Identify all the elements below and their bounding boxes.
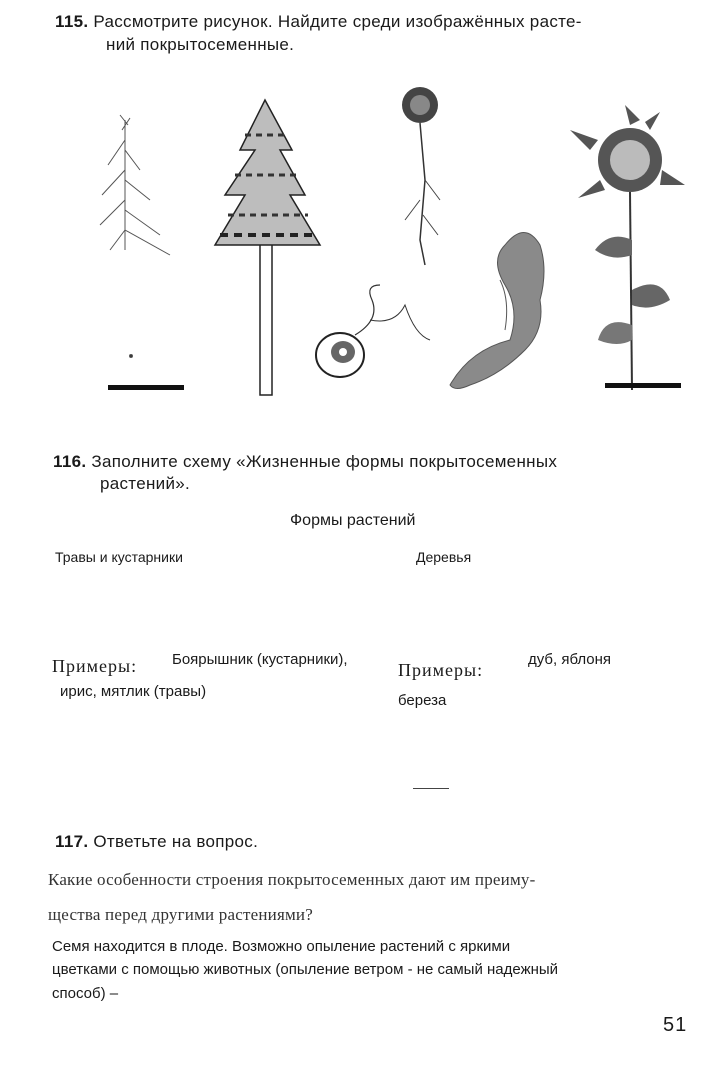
- pine-tree-icon: [215, 100, 320, 395]
- left-examples-label: Примеры:: [52, 656, 138, 676]
- plants-illustration: [0, 0, 714, 420]
- task-115-text: Рассмотрите рисунок. Найдите среди изображённых расте-: [93, 12, 582, 31]
- sunflower-plant-icon: [570, 105, 685, 390]
- scheme-title: Формы растений: [290, 512, 416, 529]
- scheme-left-header: Травы и кустарники: [55, 549, 183, 565]
- task-117-heading: [55, 832, 258, 852]
- scale-bar-left: [108, 385, 184, 390]
- task-116-number: 116.: [53, 452, 87, 471]
- task-116-text: Заполните схему «Жизненные формы покрытосеменных: [91, 452, 558, 471]
- scale-bar-right: [605, 383, 681, 388]
- liverwort-thallus-icon: [450, 233, 544, 389]
- task-116-line1: [53, 452, 557, 472]
- page-number: 51: [663, 1014, 688, 1036]
- task-116-line2: растений».: [100, 474, 191, 493]
- task-115-line2: ний покрытосеменные.: [106, 35, 295, 54]
- task-117-answer-line1: Семя находится в плоде. Возможно опыление растений с яркими: [52, 938, 511, 955]
- right-example-1: дуб, яблоня: [528, 651, 612, 668]
- task-117-answer-line3: способ) –: [52, 985, 119, 1002]
- blank-line: [413, 788, 449, 789]
- scheme-right-header: Деревья: [416, 549, 472, 565]
- task-117-title: Ответьте на вопрос.: [93, 832, 259, 851]
- task-117-question-line1: Какие особенности строения покрытосеменных дают им преиму-: [48, 870, 536, 889]
- task-117-answer-line2: цветками с помощью животных (опыление ветром - не самый надежный: [52, 961, 559, 978]
- task-117-question-line2: щества перед другими растениями?: [48, 905, 313, 924]
- left-example-1: Боярышник (кустарники),: [172, 651, 348, 668]
- moss-capsule-icon: [316, 285, 430, 377]
- task-115-number: 115.: [55, 12, 89, 31]
- grass-plant-icon: [100, 115, 170, 358]
- right-example-2: береза: [398, 692, 447, 709]
- horsetail-plant-icon: [402, 87, 440, 265]
- task-117-number: 117.: [55, 832, 89, 851]
- left-example-2: ирис, мятлик (травы): [60, 683, 207, 700]
- right-examples-label: Примеры:: [398, 660, 484, 680]
